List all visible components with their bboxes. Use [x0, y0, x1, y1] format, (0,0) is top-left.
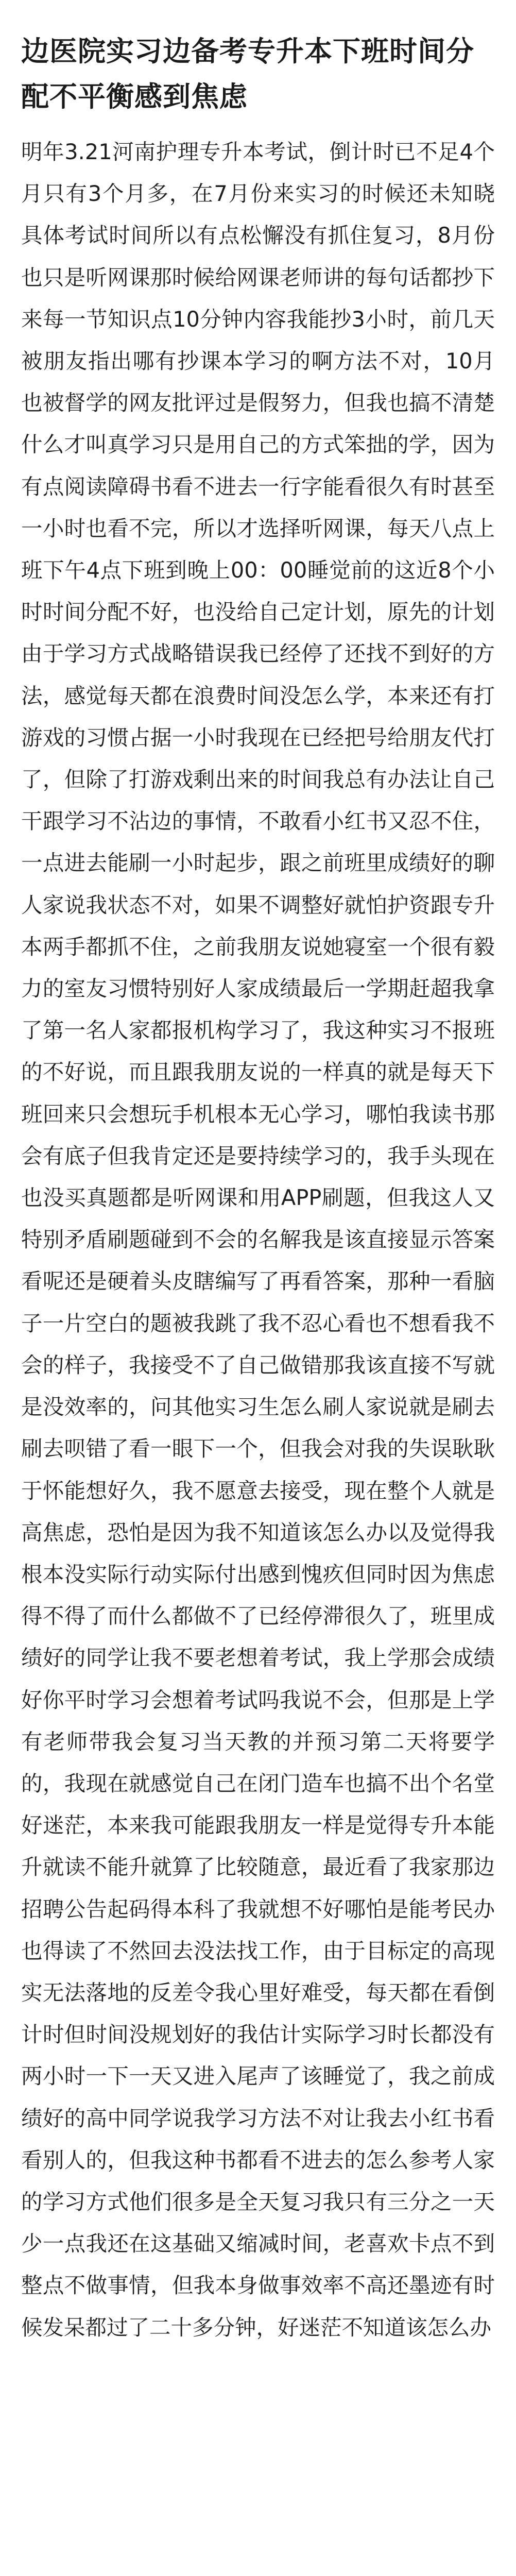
- note-title: 边医院实习边备考专升本下班时间分配不平衡感到焦虑: [21, 35, 474, 113]
- note-body: 明年3.21河南护理专升本考试，倒计时已不足4个月只有3个月多，在7月份来实习的时候还未知晓具体考试时间所以有点松懈没有抓住复习，8月份也只是听网课那时候给网课老师讲的每句话都抄下来每一节知识点10分钟内容我能抄3小时，前几天被朋友指出哪有抄课本学习的啊方法不对，10月也被督学的网友批评过是假努力，但我也搞不清楚什么才叫真学习只是用自己的方式笨拙的学，因为有点阅读障碍书看不进去一行字能看很久有时甚至一小时也看不完，所以才选择听网课，每天八点上班下午4点下班到晚上00：00睡觉前的这近8个小时时间分配不好，也没给自己定计划，原先的计划由于学习方式战略错误我已经停了还找不到好的方法，感觉每天都在浪费时间没怎么学，本来还有打游戏的习惯占据一小时我现在已经把号给朋友代打了，但除了打游戏剩出来的时间我总有办法让自己干跟学习不沾边的事情，不敢看小红书又忍不住，一点进去能刷一小时起步，跟之前班里成绩好的聊人家说我状态不对，如果不调整好就怕护资跟专升本两手都抓不住，之前我朋友说她寝室一个很有毅力的室友习惯特别好人家成绩最后一学期赶超我拿了第一名人家都报机构学习了，我这种实习不报班的不好说，而且跟我朋友说的一样真的就是每天下班回来只会想玩手机根本无心学习，哪怕我读书那会有底子但我肯定还是要持续学习的，我手头现在也没买真题都是听网课和用APP刷题，但我这人又特别矛盾刷题碰到不会的名解我是该直接显示答案看呢还是硬着头皮瞎编写了再看答案，那种一看脑子一片空白的题被我跳了我不忍心看也不想看我不会的样子，我接受不了自己做错那我该直接不写就是没效率的，问其他实习生怎么刷人家说就是刷去刷去呗错了看一眼下一个，但我会对我的失误耿耿于怀能想好久，我不愿意去接受，现在整个人就是高焦虑，恐怕是因为我不知道该怎么办以及觉得我根本没实际行动实际付出感到愧疚但同时因为焦虑得不得了而什么都做不了已经停滞很久了，班里成绩好的同学让我不要老想着考试，我上学那会成绩好你平时学习会想着考试吗我说不会，但那是上学有老师带我会复习当天教的并预习第二天将要学的，我现在就感觉自己在闭门造车也搞不出个名堂好迷茫，本来我可能跟我朋友一样是觉得专升本能升就读不能升就算了比较随意，最近看了我家那边招聘公告起码得本科了我就想不好哪怕是能考民办也得读了不然回去没法找工作，由于目标定的高现实无法落地的反差令我心里好难受，每天都在看倒计时但时间没规划好的我估计实际学习时长都没有两小时一下一天又进入尾声了该睡觉了，我之前成绩好的高中同学说我学习方法不对让我去小红书看看别人的，但我这种书都看不进去的怎么参考人家的学习方式他们很多是全天复习我只有三分之一天少一点我还在这基础又缩减时间，老喜欢卡点不到整点不做事情，但我本身做事效率不高还墨迹有时候发呆都过了二十多分钟，好迷茫不知道该怎么办: [21, 139, 495, 2340]
